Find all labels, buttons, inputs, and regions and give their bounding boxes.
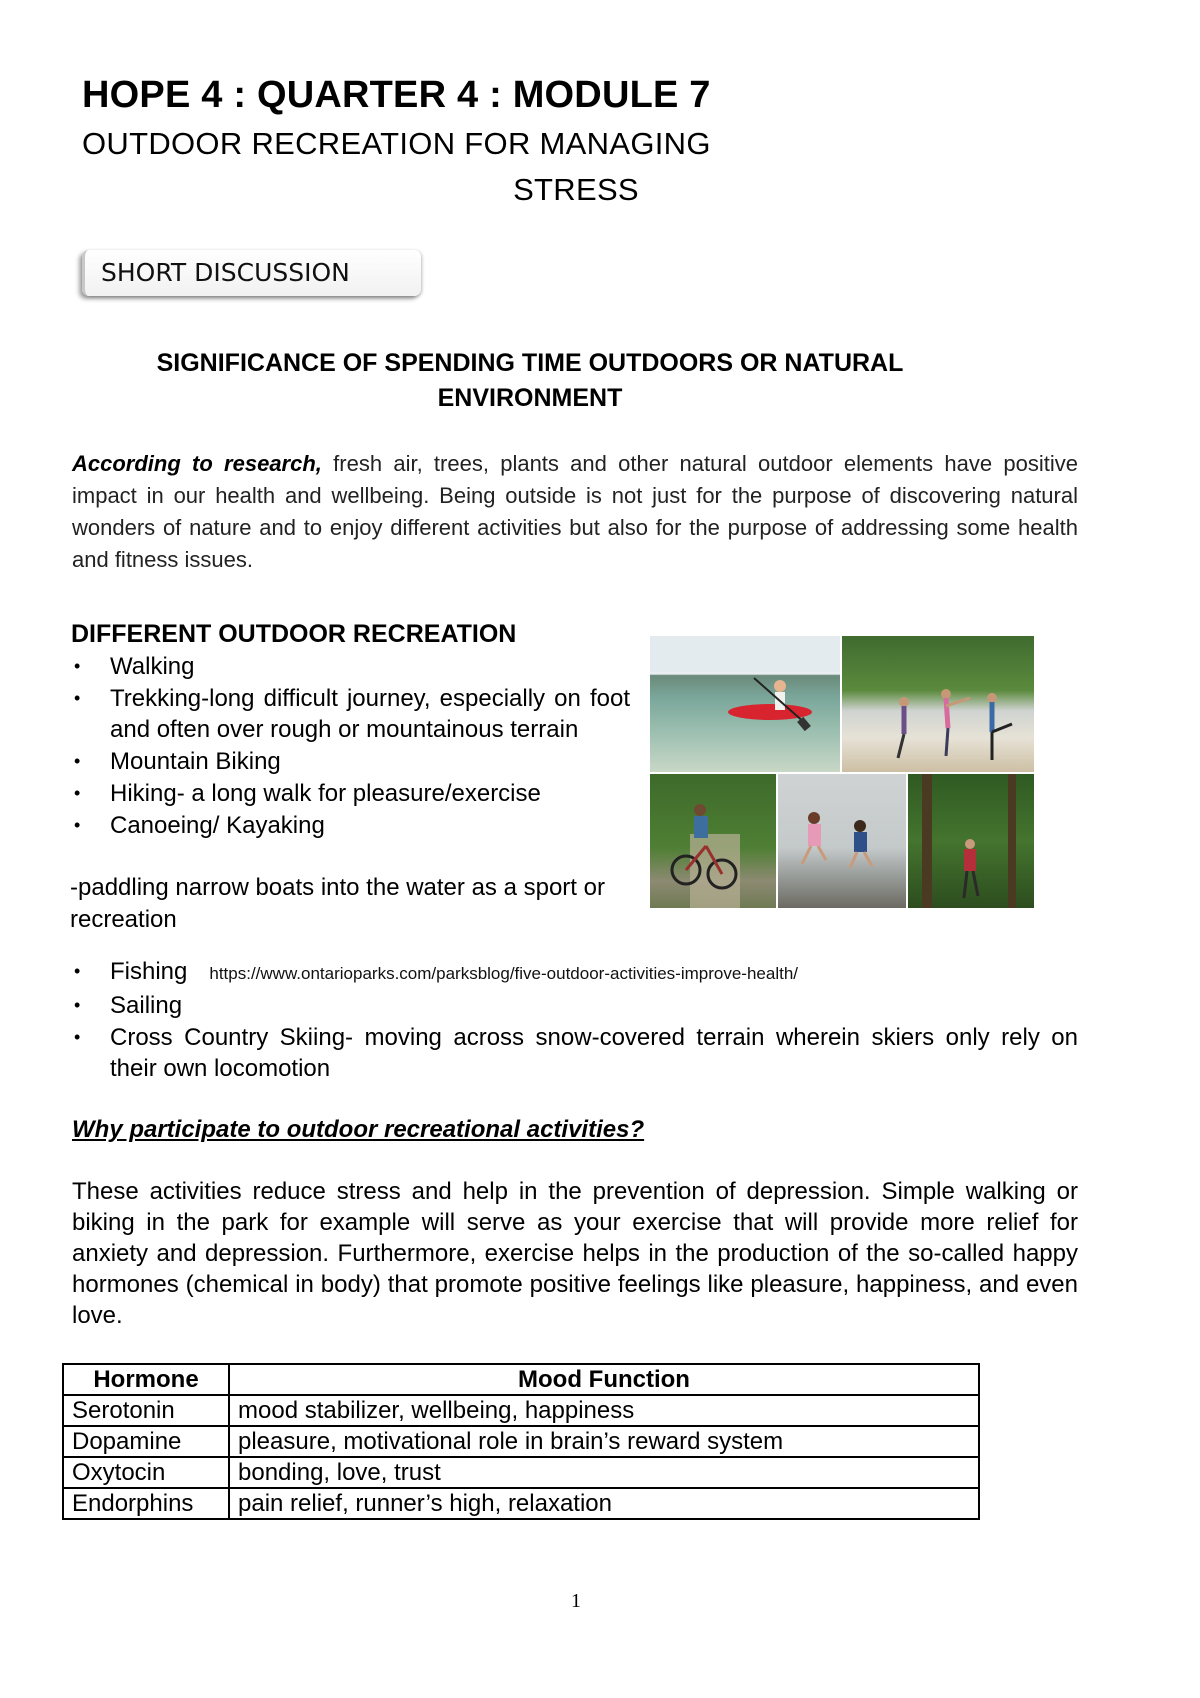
bullet-icon: • [74, 995, 81, 1015]
biking-photo [650, 774, 776, 908]
list-item: • Trekking-long difficult journey, especially on foot and often over rough or mountainous terrain [74, 685, 630, 743]
significance-heading-line2: ENVIRONMENT [437, 384, 623, 412]
mood-function-cell: bonding, love, trust [229, 1457, 979, 1488]
significance-heading-line1: SIGNIFICANCE OF SPENDING TIME OUTDOORS OR NATURAL [156, 349, 904, 377]
beach-yoga-photo [842, 636, 1034, 772]
bullet-icon: • [74, 1027, 81, 1047]
list-item: • Hiking- a long walk for pleasure/exercise [74, 780, 541, 807]
bullet-icon: • [74, 688, 81, 708]
table-row [63, 1457, 979, 1488]
why-paragraph: These activities reduce stress and help in the prevention of depression. Simple walking or biking in the park for example will serve as your exercise that will provide more relief for anxiety and depression. Furthermore, exercise helps in the production of the so-called happy hormones (chemical in body) that promote positive feelings like pleasure, happiness, and even love. [72, 1178, 1078, 1329]
bullet-icon: • [74, 783, 81, 803]
list-item: • Sailing [74, 992, 183, 1019]
hormone-cell: Serotonin [63, 1395, 229, 1426]
list-item: • Fishing https://www.ontarioparks.com/parksblog/five-outdoor-activities-improve-health/ [74, 958, 799, 985]
recreation-heading: DIFFERENT OUTDOOR RECREATION [71, 620, 517, 648]
table-row [63, 1426, 979, 1457]
hormone-cell: Endorphins [63, 1488, 229, 1519]
table-row [63, 1395, 979, 1426]
hormone-cell: Dopamine [63, 1426, 229, 1457]
jumping-kids-photo [778, 774, 906, 908]
list-item: • Mountain Biking [74, 748, 281, 775]
hormone-cell: Oxytocin [63, 1457, 229, 1488]
significance-body: fresh air, trees, plants and other natural outdoor elements have positive impact in our health and wellbeing. Being outside is not just for the purpose of discovering natural wonders of nature and to enjoy different activities but also for the purpose of addressing some health and fitness issues. [72, 451, 1078, 572]
hiking-photo [908, 774, 1034, 908]
module-title: HOPE 4 : QUARTER 4 : MODULE 7 [82, 74, 711, 116]
list-item: • Canoeing/ Kayaking [74, 812, 325, 839]
mood-function-cell: pleasure, motivational role in brain’s reward system [229, 1426, 979, 1457]
mood-function-cell: pain relief, runner’s high, relaxation [229, 1488, 979, 1519]
short-discussion-badge [82, 250, 421, 296]
significance-paragraph [72, 448, 1078, 576]
source-link[interactable]: https://www.ontarioparks.com/parksblog/five-outdoor-activities-improve-health/ [209, 964, 799, 983]
bullet-icon: • [74, 751, 81, 771]
page-number: 1 [571, 1590, 581, 1612]
recreation-list [72, 651, 630, 842]
module-subtitle-line2: STRESS [513, 172, 639, 207]
canoe-note: -paddling narrow boats into the water as a sport or recreation [70, 874, 605, 933]
significance-lead: According to research, [72, 451, 322, 476]
list-item: • Cross Country Skiing- moving across snow-covered terrain wherein skiers only rely on their own locomotion [74, 1024, 1078, 1082]
table-header-row [63, 1364, 979, 1395]
bullet-icon: • [74, 815, 81, 835]
kayaking-photo [650, 636, 840, 772]
bullet-icon: • [74, 656, 81, 676]
column-header: Hormone [63, 1364, 229, 1395]
significance-heading [60, 346, 1000, 416]
bullet-icon: • [74, 961, 81, 981]
recreation-list-more [72, 956, 1078, 1085]
list-item: • Walking [74, 653, 195, 680]
mood-function-cell: mood stabilizer, wellbeing, happiness [229, 1395, 979, 1426]
table-row [63, 1488, 979, 1519]
short-discussion-label: SHORT DISCUSSION [101, 258, 350, 287]
outdoor-photo-collage [650, 636, 1034, 908]
hormone-table [62, 1363, 980, 1520]
why-heading: Why participate to outdoor recreational activities? [72, 1116, 645, 1143]
module-subtitle-line1: OUTDOOR RECREATION FOR MANAGING [82, 126, 711, 161]
column-header: Mood Function [229, 1364, 979, 1395]
